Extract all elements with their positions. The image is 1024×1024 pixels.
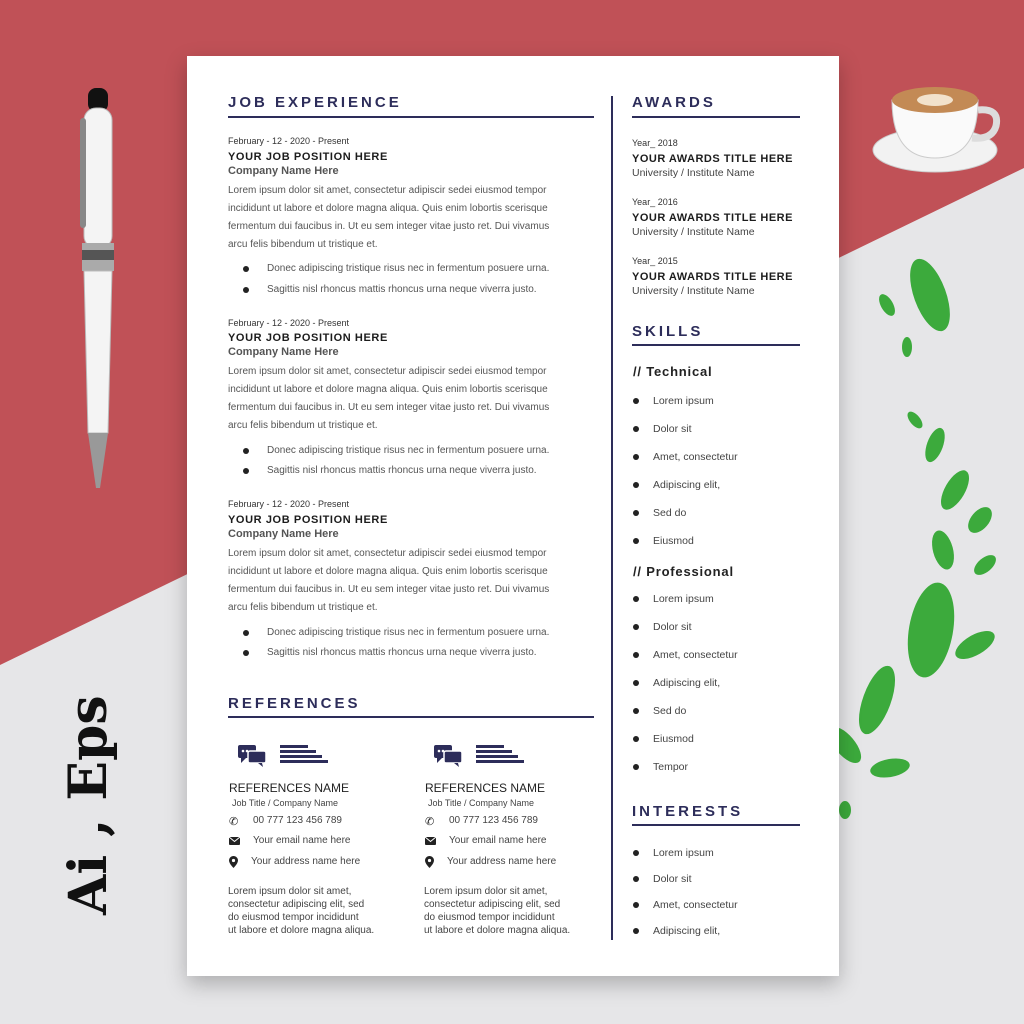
job-position: YOUR JOB POSITION HERE (228, 151, 388, 163)
professional-skills-label: // Professional (633, 564, 734, 579)
bullet-dot (633, 736, 639, 742)
job-bullet: Donec adipiscing tristique risus nec in fermentum posuere urna. (267, 627, 550, 638)
job-description (228, 182, 596, 254)
interest-item: Adipiscing elit, (653, 925, 721, 937)
awards-heading: AWARDS (632, 94, 716, 111)
interest-item: Amet, consectetur (653, 899, 738, 911)
skill-item: Dolor sit (653, 423, 692, 435)
bullet-dot (633, 764, 639, 770)
job-bullet: Donec adipiscing tristique risus nec in fermentum posuere urna. (267, 263, 550, 274)
skill-item: Tempor (653, 761, 689, 773)
reference-phone: 00 777 123 456 789 (253, 815, 342, 826)
reference-description-line: consectetur adipiscing elit, sed (228, 899, 365, 910)
job-description-line: fermentum dui faucibus in. Ut eu sem integer vitae justo ret. Dui vivamus (228, 221, 550, 232)
skill-item: Lorem ipsum (653, 395, 714, 407)
skill-item: Amet, consectetur (653, 451, 738, 463)
chat-icon (238, 745, 268, 767)
bullet-dot (633, 876, 639, 882)
job-date: February - 12 - 2020 - Present (228, 136, 350, 146)
reference-description-line: do eiusmod tempor incididunt (424, 912, 555, 923)
reference-phone: 00 777 123 456 789 (449, 815, 538, 826)
interests-rule (632, 824, 800, 826)
skill-item: Amet, consectetur (653, 649, 738, 661)
job-description-line: arcu felis bibendum ut tristique et. (228, 602, 378, 613)
job-position: YOUR JOB POSITION HERE (228, 514, 388, 526)
awards-rule (632, 116, 800, 118)
job-experience-heading: JOB EXPERIENCE (228, 94, 402, 111)
skill-item: Sed do (653, 507, 687, 519)
phone-icon: ✆ (425, 816, 435, 828)
bullet-dot (243, 266, 249, 272)
bullet-dot (633, 680, 639, 686)
award-title: YOUR AWARDS TITLE HERE (632, 271, 793, 283)
technical-skills-label: // Technical (633, 364, 713, 379)
lines-decoration-icon (476, 745, 524, 767)
skills-heading: SKILLS (632, 323, 704, 340)
award-title: YOUR AWARDS TITLE HERE (632, 212, 793, 224)
skill-item: Adipiscing elit, (653, 479, 721, 491)
bullet-dot (633, 482, 639, 488)
job-description-line: fermentum dui faucibus in. Ut eu sem integer vitae justo ret. Dui vivamus (228, 584, 550, 595)
award-year: Year_ 2016 (632, 197, 678, 207)
format-label: Ai , Eps (58, 695, 119, 915)
job-description-line: Lorem ipsum dolor sit amet, consectetur adipiscir sedei eiusmod tempor (228, 366, 547, 377)
reference-name: REFERENCES NAME (425, 781, 546, 795)
interest-item: Dolor sit (653, 873, 692, 885)
coffee-cup-image (870, 78, 1005, 178)
reference-description-line: Lorem ipsum dolor sit amet, (424, 886, 548, 897)
interests-heading: INTERESTS (632, 803, 744, 820)
job-bullet: Sagittis nisl rhoncus mattis rhoncus urna neque viverra justo. (267, 465, 537, 476)
reference-job-title: Job Title / Company Name (428, 798, 535, 808)
bullet-dot (633, 708, 639, 714)
award-institute: University / Institute Name (632, 285, 755, 297)
leaves-image (835, 250, 1024, 825)
bullet-dot (633, 652, 639, 658)
bullet-dot (633, 902, 639, 908)
job-description (228, 363, 596, 435)
reference-job-title: Job Title / Company Name (232, 798, 339, 808)
references-rule (228, 716, 594, 718)
award-institute: University / Institute Name (632, 226, 755, 238)
bullet-dot (633, 510, 639, 516)
job-company: Company Name Here (228, 165, 339, 177)
job-company: Company Name Here (228, 528, 339, 540)
job-date: February - 12 - 2020 - Present (228, 318, 350, 328)
job-description-line: Lorem ipsum dolor sit amet, consectetur adipiscir sedei eiusmod tempor (228, 185, 547, 196)
bullet-dot (243, 630, 249, 636)
award-year: Year_ 2018 (632, 138, 678, 148)
bullet-dot (633, 398, 639, 404)
job-date: February - 12 - 2020 - Present (228, 499, 350, 509)
bullet-dot (243, 468, 249, 474)
reference-description (424, 885, 599, 937)
chat-icon (434, 745, 464, 767)
job-bullet: Donec adipiscing tristique risus nec in fermentum posuere urna. (267, 445, 550, 456)
job-description-line: incididunt ut labore et dolore magna aliqua. Quis enim lobortis scerisque (228, 384, 548, 395)
job-description-line: fermentum dui faucibus in. Ut eu sem integer vitae justo ret. Dui vivamus (228, 402, 550, 413)
job-description-line: arcu felis bibendum ut tristique et. (228, 420, 378, 431)
email-icon (425, 837, 436, 845)
job-description-line: Lorem ipsum dolor sit amet, consectetur adipiscir sedei eiusmod tempor (228, 548, 547, 559)
award-institute: University / Institute Name (632, 167, 755, 179)
bullet-dot (243, 448, 249, 454)
skill-item: Adipiscing elit, (653, 677, 721, 689)
location-pin-icon (425, 856, 434, 868)
reference-email: Your email name here (253, 835, 351, 846)
job-description-line: incididunt ut labore et dolore magna aliqua. Quis enim lobortis scerisque (228, 203, 548, 214)
award-title: YOUR AWARDS TITLE HERE (632, 153, 793, 165)
email-icon (229, 837, 240, 845)
bullet-dot (633, 426, 639, 432)
column-divider (611, 96, 613, 940)
job-bullet: Sagittis nisl rhoncus mattis rhoncus urna neque viverra justo. (267, 647, 537, 658)
interest-item: Lorem ipsum (653, 847, 714, 859)
reference-description (228, 885, 403, 937)
reference-email: Your email name here (449, 835, 547, 846)
location-pin-icon (229, 856, 238, 868)
job-experience-rule (228, 116, 594, 118)
reference-description-line: Lorem ipsum dolor sit amet, (228, 886, 352, 897)
bullet-dot (633, 596, 639, 602)
bullet-dot (243, 287, 249, 293)
reference-description-line: ut labore et dolore magna aliqua. (424, 925, 571, 936)
skill-item: Lorem ipsum (653, 593, 714, 605)
reference-description-line: consectetur adipiscing elit, sed (424, 899, 561, 910)
job-description (228, 545, 596, 617)
bullet-dot (633, 454, 639, 460)
skill-item: Eiusmod (653, 535, 694, 547)
skill-item: Eiusmod (653, 733, 694, 745)
skills-rule (632, 344, 800, 346)
references-heading: REFERENCES (228, 695, 361, 712)
bullet-dot (633, 850, 639, 856)
reference-address: Your address name here (251, 856, 361, 867)
award-year: Year_ 2015 (632, 256, 678, 266)
reference-description-line: ut labore et dolore magna aliqua. (228, 925, 375, 936)
pen-image (78, 88, 118, 493)
job-description-line: incididunt ut labore et dolore magna aliqua. Quis enim lobortis scerisque (228, 566, 548, 577)
job-company: Company Name Here (228, 346, 339, 358)
phone-icon: ✆ (229, 816, 239, 828)
skill-item: Sed do (653, 705, 687, 717)
bullet-dot (633, 928, 639, 934)
bullet-dot (243, 650, 249, 656)
job-description-line: arcu felis bibendum ut tristique et. (228, 239, 378, 250)
lines-decoration-icon (280, 745, 328, 767)
reference-name: REFERENCES NAME (229, 781, 350, 795)
bullet-dot (633, 538, 639, 544)
skill-item: Dolor sit (653, 621, 692, 633)
job-position: YOUR JOB POSITION HERE (228, 332, 388, 344)
reference-description-line: do eiusmod tempor incididunt (228, 912, 359, 923)
job-bullet: Sagittis nisl rhoncus mattis rhoncus urna neque viverra justo. (267, 284, 537, 295)
bullet-dot (633, 624, 639, 630)
reference-address: Your address name here (447, 856, 557, 867)
